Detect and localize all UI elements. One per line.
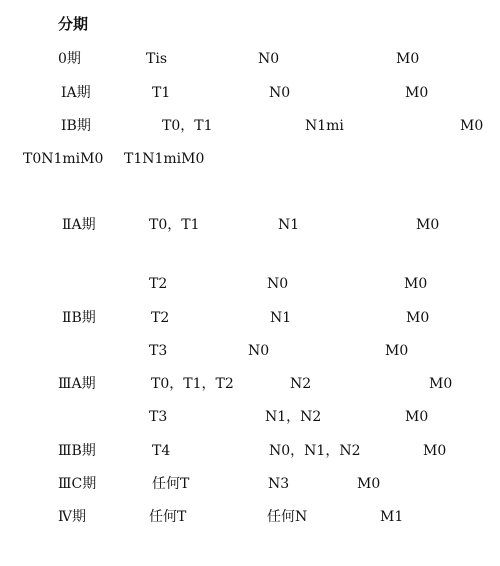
n-value: N2 bbox=[290, 376, 312, 392]
m-value: M0 bbox=[423, 443, 447, 459]
n-value: N1mi bbox=[305, 118, 344, 134]
n-value: N1 bbox=[278, 217, 300, 233]
stage-label: ⅢC期 bbox=[58, 476, 97, 492]
n-value: N1 bbox=[270, 310, 292, 326]
t-value: T0，T1 bbox=[162, 118, 213, 134]
t-value: T3 bbox=[149, 343, 168, 359]
stage-label: ⅠA期 bbox=[61, 85, 91, 101]
n-value: N0，N1，N2 bbox=[269, 443, 361, 459]
t-value: T2 bbox=[149, 276, 168, 292]
n-value: N0 bbox=[267, 276, 289, 292]
m-value: M0 bbox=[385, 343, 409, 359]
stage-label: Ⅳ期 bbox=[58, 509, 86, 525]
m-value: M0 bbox=[429, 376, 453, 392]
t-value: T2 bbox=[151, 310, 170, 326]
t-value: T0，T1 bbox=[149, 217, 200, 233]
m-value: M1 bbox=[380, 509, 404, 525]
t-value: 任何T bbox=[152, 476, 190, 492]
m-value: M0 bbox=[357, 476, 381, 492]
m-value: M0 bbox=[396, 51, 420, 67]
t-value: T1 bbox=[152, 85, 171, 101]
n-value: N0 bbox=[258, 51, 280, 67]
m-value: M0 bbox=[460, 118, 484, 134]
stage-label: ⅡA期 bbox=[62, 217, 96, 233]
n-value: N3 bbox=[268, 476, 290, 492]
stage-combination: T0N1miM0 bbox=[23, 151, 104, 167]
stage-label: ⅡB期 bbox=[62, 310, 96, 326]
section-heading: 分期 bbox=[58, 15, 89, 33]
stage-label: ⅠB期 bbox=[61, 118, 91, 134]
stage-label: 0期 bbox=[58, 51, 81, 67]
stage-combination: T1N1miM0 bbox=[124, 151, 205, 167]
m-value: M0 bbox=[405, 409, 429, 425]
t-value: Tis bbox=[146, 51, 167, 67]
stage-label: ⅢA期 bbox=[58, 376, 96, 392]
t-value: T4 bbox=[152, 443, 171, 459]
n-value: N0 bbox=[269, 85, 291, 101]
m-value: M0 bbox=[405, 85, 429, 101]
m-value: M0 bbox=[404, 276, 428, 292]
n-value: N0 bbox=[248, 343, 270, 359]
n-value: 任何N bbox=[267, 509, 308, 525]
t-value: 任何T bbox=[149, 509, 187, 525]
t-value: T0，T1，T2 bbox=[151, 376, 234, 392]
m-value: M0 bbox=[406, 310, 430, 326]
m-value: M0 bbox=[416, 217, 440, 233]
t-value: T3 bbox=[149, 409, 168, 425]
stage-label: ⅢB期 bbox=[58, 443, 96, 459]
n-value: N1，N2 bbox=[265, 409, 322, 425]
